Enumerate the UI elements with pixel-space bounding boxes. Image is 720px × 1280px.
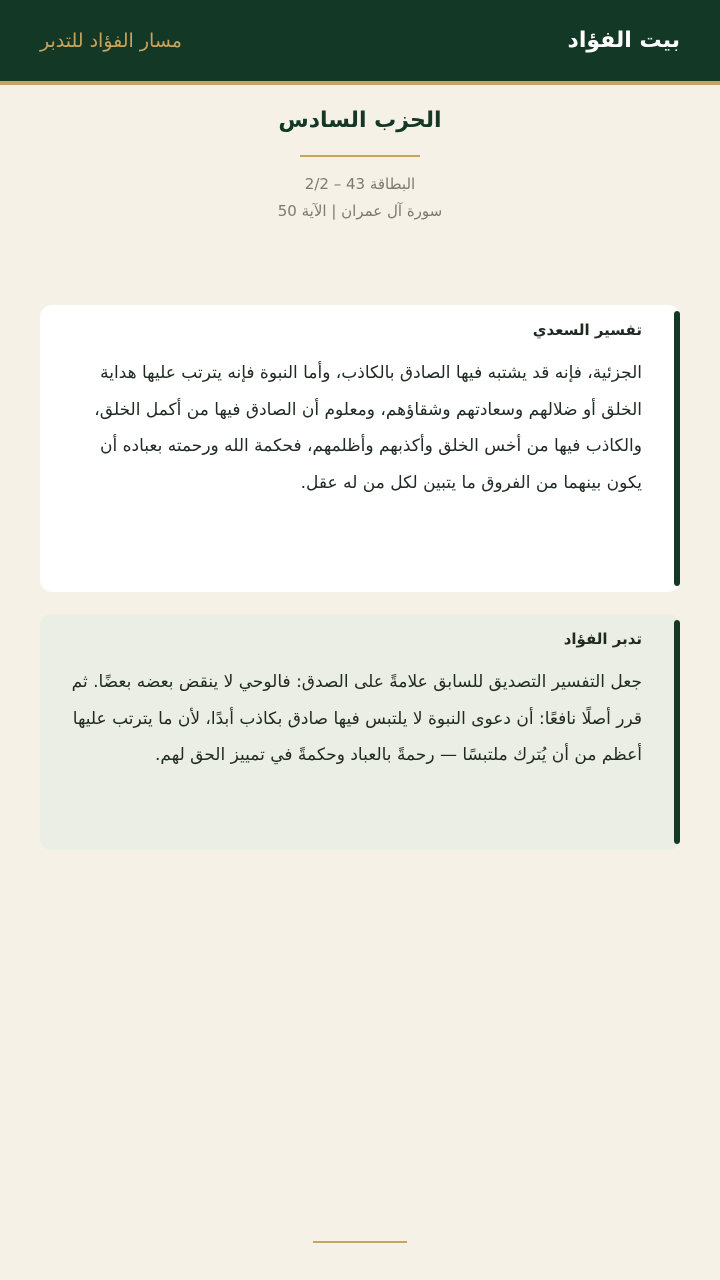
- card-title-block: [0, 103, 720, 225]
- app-header: [0, 0, 720, 85]
- ayah-reference: سورة آل عمران | الآية 50: [277, 202, 443, 220]
- tadabbur-text: جعل التفسير التصديق للسابق علامةً على الصدق: فالوحي لا ينقض بعضه بعضًا. ثم قرر أصلًا نافعًا: أن دعوى النبوة لا يلتبس فيها صادق بكاذب أبدًا، لأن ما يترتب عليها أعظم من أن يُترك ملتبسًا — رحمةً بالعباد وحكمةً في تمييز الحق لهم.: [71, 672, 642, 765]
- tafsir-panel: [40, 305, 680, 592]
- app-subtitle: مسار الفؤاد للتدبر: [40, 29, 182, 52]
- title-divider: [300, 155, 420, 157]
- tafsir-heading: تفسير السعدي: [532, 321, 642, 339]
- card-number: البطاقة 43 – 2/2: [304, 175, 416, 193]
- footer-divider: [313, 1241, 407, 1243]
- tadabbur-panel: [40, 614, 680, 850]
- app-brand-title[interactable]: بيت الفؤاد: [567, 28, 680, 53]
- tafsir-text: الجزئية، فإنه قد يشتبه فيها الصادق بالكاذب، وأما النبوة فإنه يترتب عليها هداية الخلق أو ضلالهم وسعادتهم وشقاؤهم، ومعلوم أن الصادق فيها من أكمل الخلق، والكاذب فيها من أخس الخلق وأكذبهم وأظلمهم، فحكمة الله ورحمته بعباده أن يكون بينهما من الفروق ما يتبين لكل من له عقل.: [94, 363, 642, 493]
- tadabbur-heading: تدبر الفؤاد: [563, 630, 642, 648]
- hizb-title: الحزب السادس: [278, 108, 442, 133]
